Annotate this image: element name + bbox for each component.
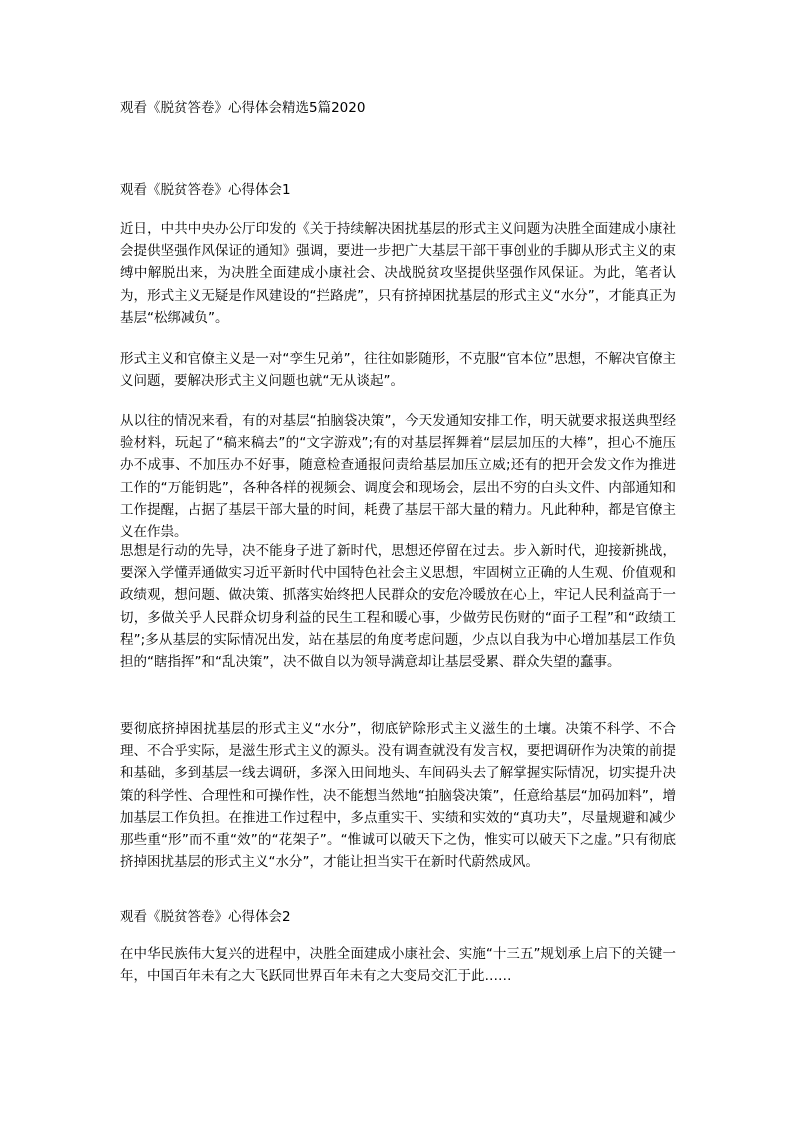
section-2-paragraph-1: 在中华民族伟大复兴的进程中，决胜全面建成小康社会、实施“十三五”规划承上启下的关键一年，中国百年未有之大飞跃同世界百年未有之大变局交汇于此…… — [120, 946, 676, 985]
document-title: 观看《脱贫答卷》心得体会精选5篇2020 — [120, 100, 366, 116]
section-1-paragraph-1: 近日，中共中央办公厅印发的《关于持续解决困扰基层的形式主义问题为决胜全面建成小康社会提供坚强作风保证的通知》强调，要进一步把广大基层干部干事创业的手脚从形式主义的束缚中解脱出来，为决胜全面建成小康社会、决战脱贫攻坚提供坚强作风保证。为此，笔者认为，形式主义无疑是作风建设的“拦路虎”，只有挤掉困扰基层的形式主义“水分”，才能真正为基层“松绑减负”。 — [120, 221, 676, 326]
section-1-paragraph-3: 从以往的情况来看，有的对基层“拍脑袋决策”，今天发通知安排工作，明天就要求报送典型经验材料，玩起了“稿来稿去”的“文字游戏”;有的对基层挥舞着“层层加压的大棒”，担心不施压办不成事、不加压办不好事，随意检查通报问责给基层加压立威;还有的把开会发文作为推进工作的“万能钥匙”，各种各样的视频会、调度会和现场会，层出不穷的白头文件、内部通知和工作提醒，占据了基层干部大量的时间，耗费了基层干部大量的精力。凡此种种，都是官僚主义在作祟。 — [120, 413, 676, 541]
section-1-paragraph-5: 要彻底挤掉困扰基层的形式主义“水分”，彻底铲除形式主义滋生的土壤。决策不科学、不合理、不合乎实际，是滋生形式主义的源头。没有调查就没有发言权，要把调研作为决策的前提和基础，多到基层一线去调研，多深入田间地头、车间码头去了解掌握实际情况，切实提升决策的科学性、合理性和可操作性，决不能想当然地“拍脑袋决策”，任意给基层“加码加料”，增加基层工作负担。在推进工作过程中，多点重实干、实绩和实效的“真功夫”，尽量规避和减少那些重“形”而不重“效”的“花架子”。“惟诚可以破天下之伪，惟实可以破天下之虚。”只有彻底挤掉困扰基层的形式主义“水分”，才能让担当实干在新时代蔚然成风。 — [120, 721, 676, 871]
section-1-paragraph-2: 形式主义和官僚主义是一对“孪生兄弟”，往往如影随形，不克服“官本位”思想，不解决官僚主义问题，要解决形式主义问题也就“无从谈起”。 — [120, 351, 676, 390]
section-1-paragraph-4: 思想是行动的先导，决不能身子进了新时代，思想还停留在过去。步入新时代，迎接新挑战，要深入学懂弄通做实习近平新时代中国特色社会主义思想，牢固树立正确的人生观、价值观和政绩观，想问题、做决策、抓落实始终把人民群众的安危冷暖放在心上，牢记人民利益高于一切，多做关乎人民群众切身利益的民生工程和暖心事，少做劳民伤财的“面子工程”和“政绩工程”;多从基层的实际情况出发，站在基层的角度考虑问题，少点以自我为中心增加基层工作负担的“瞎指挥”和“乱决策”，决不做自以为领导满意却让基层受累、群众失望的蠢事。 — [120, 543, 676, 671]
section-heading-1: 观看《脱贫答卷》心得体会1 — [120, 182, 291, 198]
section-heading-2: 观看《脱贫答卷》心得体会2 — [120, 909, 291, 925]
